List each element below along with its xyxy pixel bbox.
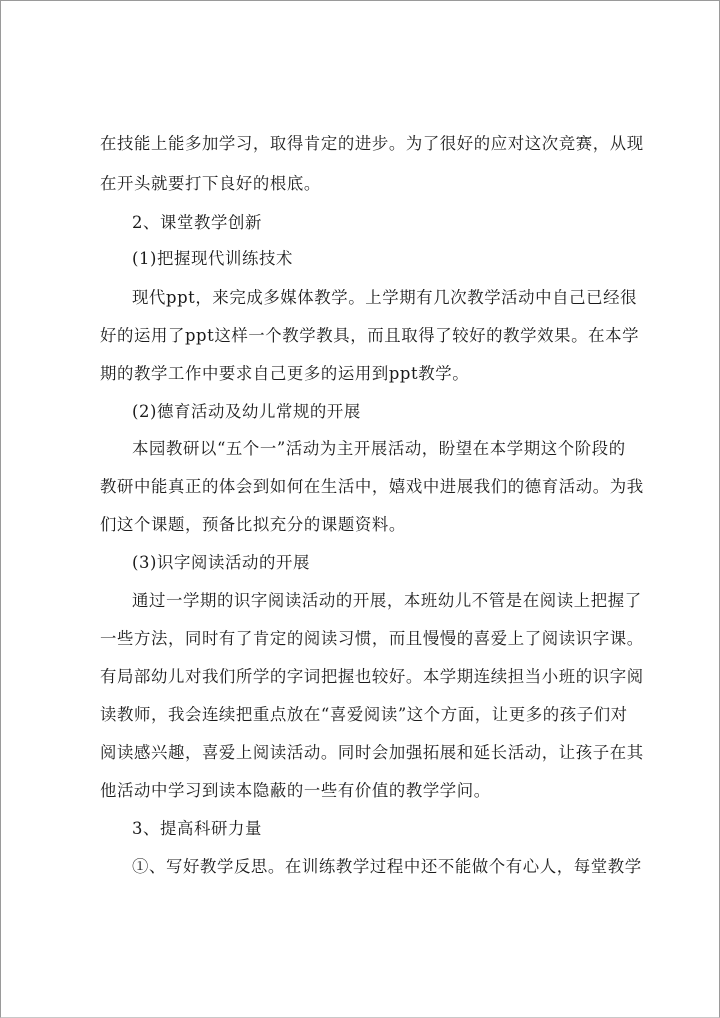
body-text-line: ①、写好教学反思。在训练教学过程中还不能做个有心人，每堂教学	[132, 857, 642, 876]
body-text-line: 现代ppt，来完成多媒体教学。上学期有几次教学活动中自己已经很	[132, 288, 638, 307]
body-text-line: 们这个课题，预备比拟充分的课题资料。	[100, 515, 406, 534]
subsection-heading: (1)把握现代训练技术	[132, 249, 293, 268]
section-heading: 3、提高科研力量	[132, 819, 262, 838]
body-text-line: 一些方法，同时有了肯定的阅读习惯，而且慢慢的喜爱上了阅读识字课。	[100, 629, 644, 648]
body-text-line: 通过一学期的识字阅读活动的开展，本班幼儿不管是在阅读上把握了	[132, 591, 642, 610]
body-text-line: 有局部幼儿对我们所学的字词把握也较好。本学期连续担当小班的识字阅	[100, 667, 644, 686]
body-text-line: 本园教研以“五个一”活动为主开展活动，盼望在本学期这个阶段的	[132, 439, 626, 458]
body-text-line: 读教师，我会连续把重点放在“喜爱阅读”这个方面，让更多的孩子们对	[100, 705, 628, 724]
body-text-line: 教研中能真正的体会到如何在生活中，嬉戏中进展我们的德育活动。为我	[100, 477, 644, 496]
subsection-heading: (2)德育活动及幼儿常规的开展	[132, 402, 361, 421]
body-text-line: 期的教学工作中要求自己更多的运用到ppt教学。	[100, 364, 470, 383]
body-text-line: 他活动中学习到读本隐蔽的一些有价值的教学学问。	[100, 781, 491, 800]
body-text-line: 阅读感兴趣，喜爱上阅读活动。同时会加强拓展和延长活动，让孩子在其	[100, 743, 644, 762]
body-text-line: 好的运用了ppt这样一个教学教具，而且取得了较好的教学效果。在本学	[100, 326, 640, 345]
body-text-line: 在开头就要打下良好的根底。	[100, 174, 321, 193]
subsection-heading: (3)识字阅读活动的开展	[132, 553, 310, 572]
body-text-line: 在技能上能多加学习，取得肯定的进步。为了很好的应对这次竞赛，从现	[100, 134, 644, 153]
section-heading: 2、课堂教学创新	[132, 213, 262, 232]
